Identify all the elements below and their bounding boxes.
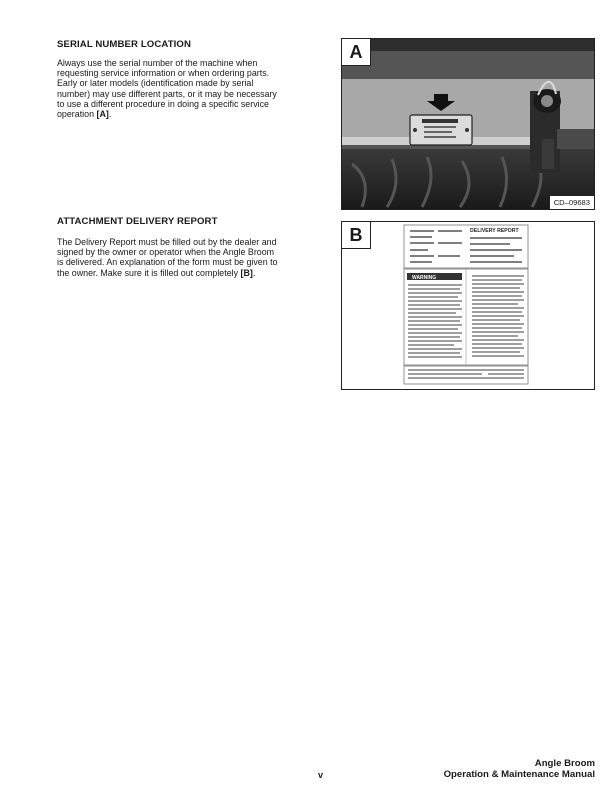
manual-title-line-1: Angle Broom xyxy=(534,758,595,769)
paragraph-line: the owner. Make sure it is filled out completely [B]. xyxy=(57,267,256,278)
serial-number-heading: SERIAL NUMBER LOCATION xyxy=(57,39,192,50)
form-title: DELIVERY REPORT xyxy=(470,228,519,234)
serial-number-paragraph xyxy=(57,58,303,119)
delivery-report-paragraph xyxy=(57,237,303,278)
paragraph-line: number) may use different parts, or it may be necessary xyxy=(57,88,277,99)
figure-b-reference: [B] xyxy=(240,267,253,278)
delivery-report-form-illustration xyxy=(342,222,594,389)
paragraph-line: The Delivery Report must be filled out by the dealer and xyxy=(57,237,277,247)
serial-plate-photo xyxy=(342,39,594,209)
figure-b xyxy=(341,221,595,390)
figure-a-label: A xyxy=(342,39,371,66)
paragraph-line: requesting service information or when ordering parts. xyxy=(57,68,270,79)
paragraph-line: Always use the serial number of the machine when xyxy=(57,58,258,68)
figure-b-label: B xyxy=(342,222,371,249)
paragraph-line: is delivered. An explanation of the form must be given to xyxy=(57,257,278,268)
paragraph-line: to use a different procedure in doing a specific service xyxy=(57,98,269,109)
warning-label: WARNING xyxy=(412,275,437,281)
paragraph-line: Early or later models (identification made by serial xyxy=(57,78,254,89)
manual-title-line-2: Operation & Maintenance Manual xyxy=(443,769,595,780)
delivery-report-heading: ATTACHMENT DELIVERY REPORT xyxy=(57,216,218,227)
manual-title xyxy=(444,758,595,780)
figure-a-code: CD–09683 xyxy=(549,195,594,209)
paragraph-line: signed by the owner or operator when the Angle Broom xyxy=(57,247,275,258)
paragraph-line: operation [A]. xyxy=(57,109,112,120)
page-number: v xyxy=(318,770,324,780)
figure-a-reference: [A] xyxy=(96,109,109,120)
figure-a xyxy=(341,38,595,210)
